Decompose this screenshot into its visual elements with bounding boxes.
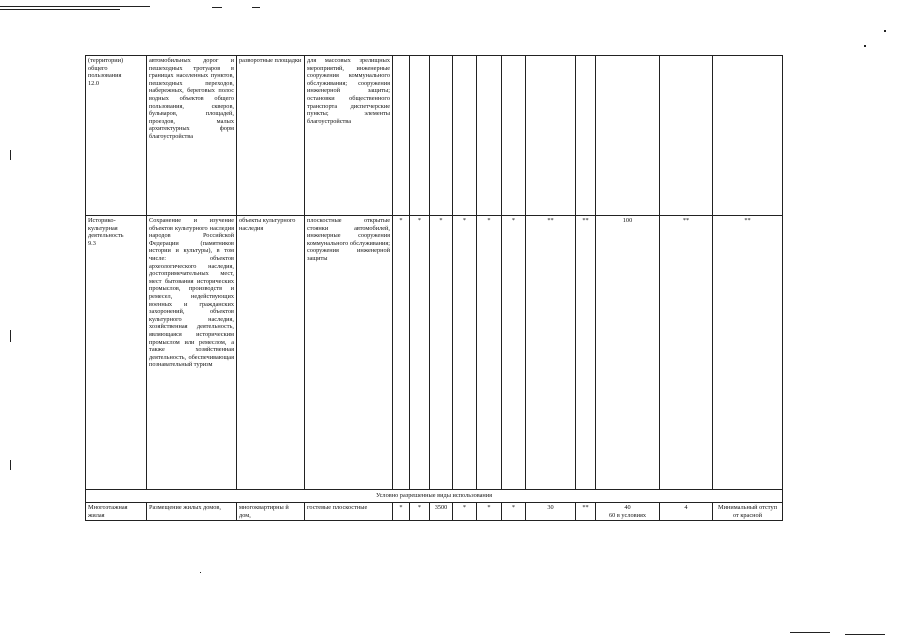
description-cell: автомобильных дорог и пешеходных тротуаров в границах населенных пунктов, пешеходных переходов, набережных, береговых полос водных объектов общего пользования, скверов, бульваров, площадей, проездов, малых архитектурных форм благоустройства <box>147 56 237 216</box>
description-cell: Сохранение и изучение объектов культурного наследия народов Российской Федерации (памятников истории и культуры), в том числе: объектов археологического наследия, достопримечательных мест, мест бытования исторических промыслов, производств и ремесел, недействующих военных и гражданских захоронений, объектов культурного наследия, хозяйственная деятельность, являющаяся историческим промыслом или ремеслом, а также хозяйственная деятельность, обеспечивающая познавательный туризм <box>147 216 237 490</box>
param-cell: ** <box>526 216 576 490</box>
param-cell: * <box>410 503 430 521</box>
param-cell <box>430 56 453 216</box>
param-cell: * <box>502 216 526 490</box>
scan-line-top-left <box>0 6 150 7</box>
param-cell <box>713 56 783 216</box>
activity-name-cell: Многоэтажная жилая <box>86 503 147 521</box>
param-cell <box>477 56 502 216</box>
main-objects-cell: объекты культурного наследия <box>237 216 305 490</box>
scan-line-top-left-2 <box>0 9 120 10</box>
scan-edge-left-2 <box>10 330 11 342</box>
table-row <box>86 216 783 490</box>
scan-edge-left-1 <box>10 150 11 160</box>
regulations-table <box>85 55 783 521</box>
param-cell: 3500 <box>430 503 453 521</box>
param-cell <box>526 56 576 216</box>
param-cell: * <box>453 503 477 521</box>
param-cell: Минимальный отступ от красной <box>713 503 783 521</box>
activity-name-cell: Историко- культурная деятельность 9.3 <box>86 216 147 490</box>
main-objects-cell: разворотные площадки <box>237 56 305 216</box>
main-objects-cell: многоквартирны й дом, <box>237 503 305 521</box>
param-cell: * <box>393 503 410 521</box>
param-cell <box>660 56 713 216</box>
param-cell <box>453 56 477 216</box>
scan-dot-bottom <box>200 572 201 573</box>
param-cell: 40 60 в условиях <box>596 503 660 521</box>
param-cell: 30 <box>526 503 576 521</box>
param-cell <box>393 56 410 216</box>
param-cell: * <box>430 216 453 490</box>
param-cell: * <box>502 503 526 521</box>
param-cell <box>502 56 526 216</box>
auxiliary-objects-cell: для массовых зрелищных мероприятий, инженерные сооружения коммунального обслуживания; сооружения инженерной защиты; остановки общественного транспорта диспетчерские пункты; элементы благоустройства <box>305 56 393 216</box>
param-cell: ** <box>576 216 596 490</box>
scan-dash-top <box>212 7 222 8</box>
param-cell: ** <box>660 216 713 490</box>
scan-edge-left-3 <box>10 460 11 470</box>
param-cell: * <box>393 216 410 490</box>
auxiliary-objects-cell: гостевые плоскостные <box>305 503 393 521</box>
param-cell <box>576 56 596 216</box>
param-cell: * <box>477 216 502 490</box>
description-cell: Размещение жилых домов, <box>147 503 237 521</box>
param-cell: ** <box>713 216 783 490</box>
activity-name-cell: (территории) общего пользования 12.0 <box>86 56 147 216</box>
param-cell: 100 <box>596 216 660 490</box>
scan-dash-top-2 <box>252 7 260 8</box>
scan-line-bottom-right-2 <box>845 634 885 635</box>
scan-dot-right <box>864 45 866 47</box>
section-title: Условно разрешенные виды использования <box>86 490 783 503</box>
table-row <box>86 56 783 216</box>
param-cell: * <box>477 503 502 521</box>
section-header-row <box>86 490 783 503</box>
param-cell: 4 <box>660 503 713 521</box>
auxiliary-objects-cell: плоскостные открытые стоянки автомобилей, инженерные сооружения коммунального обслуживания; сооружения инженерной защиты <box>305 216 393 490</box>
scan-dot-right-2 <box>884 30 886 32</box>
table-row <box>86 503 783 521</box>
scan-line-bottom-right <box>790 632 830 633</box>
param-cell <box>410 56 430 216</box>
param-cell <box>596 56 660 216</box>
param-cell: ** <box>576 503 596 521</box>
param-cell: * <box>453 216 477 490</box>
param-cell: * <box>410 216 430 490</box>
